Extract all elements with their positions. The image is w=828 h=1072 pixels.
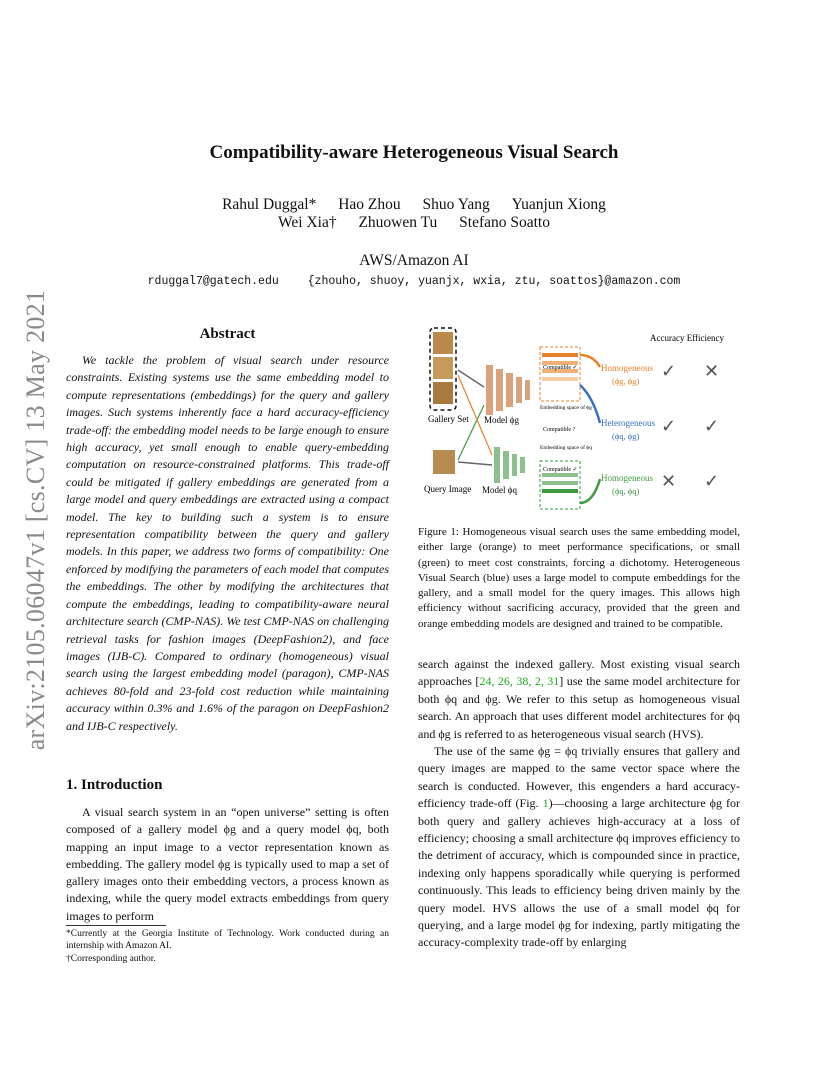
intro-paragraph: A visual search system in an “open universe” setting is often composed of a gallery model ϕg and a query model ϕq, both mapping an input image to a vector representation known as embedding. The gallery model ϕg is typically used to map a set of gallery images onto their embedding vectors, a process known as indexing, while the query model extracts embeddings from query images to perform <box>66 805 389 923</box>
authors-line-2 <box>0 214 828 232</box>
email: {zhouho, shuoy, yuanjx, wxia, ztu, soattos}@amazon.com <box>307 275 681 288</box>
affiliation: AWS/Amazon AI <box>359 252 469 269</box>
abstract-text: We tackle the problem of visual search under resource constraints. Existing systems use the same embedding model to compute representations (embeddings) for the query and gallery images. Such systems inherently face a hard accuracy-efficiency trade-off: the embedding model needs to be large enough to ensure high accuracy, yet small enough to enable query-embedding computation on resource-constrained platforms. This trade-off could be mitigated if gallery embeddings are generated from a large model and query embeddings are extracted using a compact model. The key to building such a system is to ensure representation compatibility between the query and gallery models. In this paper, we address two forms of compatibility: One enforced by modifying the parameters of each model that computes the embeddings. The other by modifying the architectures that compute the embeddings, leading to compatibility-aware neural architecture search (CMP-NAS). We test CMP-NAS on challenging retrieval tasks for fashion images (DeepFashion2), and face images (IJB-C). Compared to ordinary (homogeneous) visual search using the largest embedding model (paragon), CMP-NAS achieves 80-fold and 23-fold cost reduction while maintaining accuracy within 0.3% and 1.6% of the paragon on DeepFashion2 and IJB-C respectively. <box>66 353 389 733</box>
gallery-image <box>433 332 453 354</box>
flow-homogeneous-q <box>580 479 600 503</box>
row-sub-homogeneous-g: (ϕg, ϕg) <box>612 376 640 386</box>
row-label-heterogeneous: Heterogeneous <box>601 418 655 428</box>
gallery-image <box>433 382 453 404</box>
accuracy-check-icon: ✓ <box>661 361 677 381</box>
author: Hao Zhou <box>338 196 401 213</box>
footnote-rule <box>66 925 166 926</box>
author: Zhuowen Tu <box>358 214 438 231</box>
section-heading-introduction: 1. Introduction <box>66 777 163 793</box>
accuracy-check-icon: ✓ <box>661 416 677 436</box>
space-g-label: Embedding space of ϕg <box>540 405 592 411</box>
figure-ref-link[interactable]: 1 <box>542 796 549 811</box>
right-paragraph-2: The use of the same ϕg = ϕq trivially ensures that gallery and query images are mapped to the same vector space where the search is conducted. However, this engenders a hard accuracy-efficiency trade-off (Fig. 1)—choosing a large architecture ϕg for both query and gallery achieves high-accuracy at a loss of efficiency; choosing a small architecture ϕq improves efficiency to the detriment of accuracy, which is compounded since in practice, indexing only happens sporadically while querying is performed continuously. This leads to efficiency being driven mainly by the query model. HVS allows the use of a small model ϕq for querying, and a large model ϕg for indexing, partly mitigating the accuracy-complexity trade-off by enlarging <box>418 744 740 950</box>
model-q-label: Model ϕq <box>482 485 517 495</box>
citation-link[interactable]: 24, 26, 38, 2, 31 <box>479 674 560 689</box>
footnote-1: *Currently at the Georgia Institute of Technology. Work conducted during an internship with Amazon AI. <box>66 929 389 951</box>
figure-1 <box>418 325 740 515</box>
row-label-homogeneous-g: Homogeneous <box>601 363 653 373</box>
model-q-network <box>494 447 525 483</box>
efficiency-check-icon: ✓ <box>704 471 720 491</box>
row-sub-heterogeneous: (ϕq, ϕg) <box>612 431 640 441</box>
author: Wei Xia† <box>278 214 337 231</box>
paper-title: Compatibility-aware Heterogeneous Visual Search <box>209 142 619 163</box>
author: Shuo Yang <box>422 196 490 213</box>
row-label-homogeneous-q: Homogeneous <box>601 473 653 483</box>
figure-1-caption: Figure 1: Homogeneous visual search uses the same embedding model, either large (orange) to meet performance specifications, or small (green) to meet cost constraints, forcing a dichotomy. Heterogeneous Visual Search (blue) uses a large model to compute embeddings for the gallery, and a small model for the query images. This allows high efficiency without sacrificing accuracy, provided that the green and orange embedding models are designed and trained to be compatible. <box>418 526 740 630</box>
gallery-image <box>433 357 453 379</box>
right-paragraph-1: search against the indexed gallery. Most existing visual search approaches [24, 26, 38, 2, 31] use the same model architecture for both ϕq and ϕg. We refer to this setup as homogeneous visual search. An approach that uses different model architectures for ϕq and ϕg is referred to as heterogeneous visual search (HVS). <box>418 657 741 741</box>
email: rduggal7@gatech.edu <box>147 275 279 288</box>
accuracy-cross-icon: ✕ <box>661 471 677 491</box>
model-g-network <box>486 365 530 415</box>
efficiency-cross-icon: ✕ <box>704 361 720 381</box>
flow-heterogeneous <box>580 385 600 423</box>
author: Rahul Duggal* <box>222 196 317 213</box>
figure-1-diagram <box>418 325 740 515</box>
row-sub-homogeneous-q: (ϕq, ϕq) <box>612 486 640 496</box>
arrow-query-to-q <box>458 462 492 465</box>
efficiency-check-icon: ✓ <box>704 416 720 436</box>
author: Yuanjun Xiong <box>511 196 606 213</box>
model-g-label: Model ϕg <box>484 415 519 425</box>
author: Stefano Soatto <box>459 214 550 231</box>
query-image-label: Query Image <box>424 484 472 494</box>
author-emails <box>0 275 828 288</box>
query-image <box>433 450 455 474</box>
space-q-label: Embedding space of ϕq <box>540 445 592 451</box>
arxiv-side-identifier: arXiv:2105.06047v1 [cs.CV] 13 May 2021 <box>21 289 50 751</box>
compatible-bot-label: Compatible ✓ <box>543 467 578 473</box>
compatible-top-label: Compatible ✓ <box>543 365 578 371</box>
flow-homogeneous-g <box>580 355 600 367</box>
authors-line-1 <box>0 196 828 214</box>
abstract-heading: Abstract <box>199 326 256 342</box>
footnote-2: †Corresponding author. <box>66 954 156 964</box>
gallery-set-label: Gallery Set <box>428 414 469 424</box>
accuracy-efficiency-header: Accuracy Efficiency <box>650 333 725 343</box>
compatible-mid-label: Compatible ? <box>543 427 576 433</box>
